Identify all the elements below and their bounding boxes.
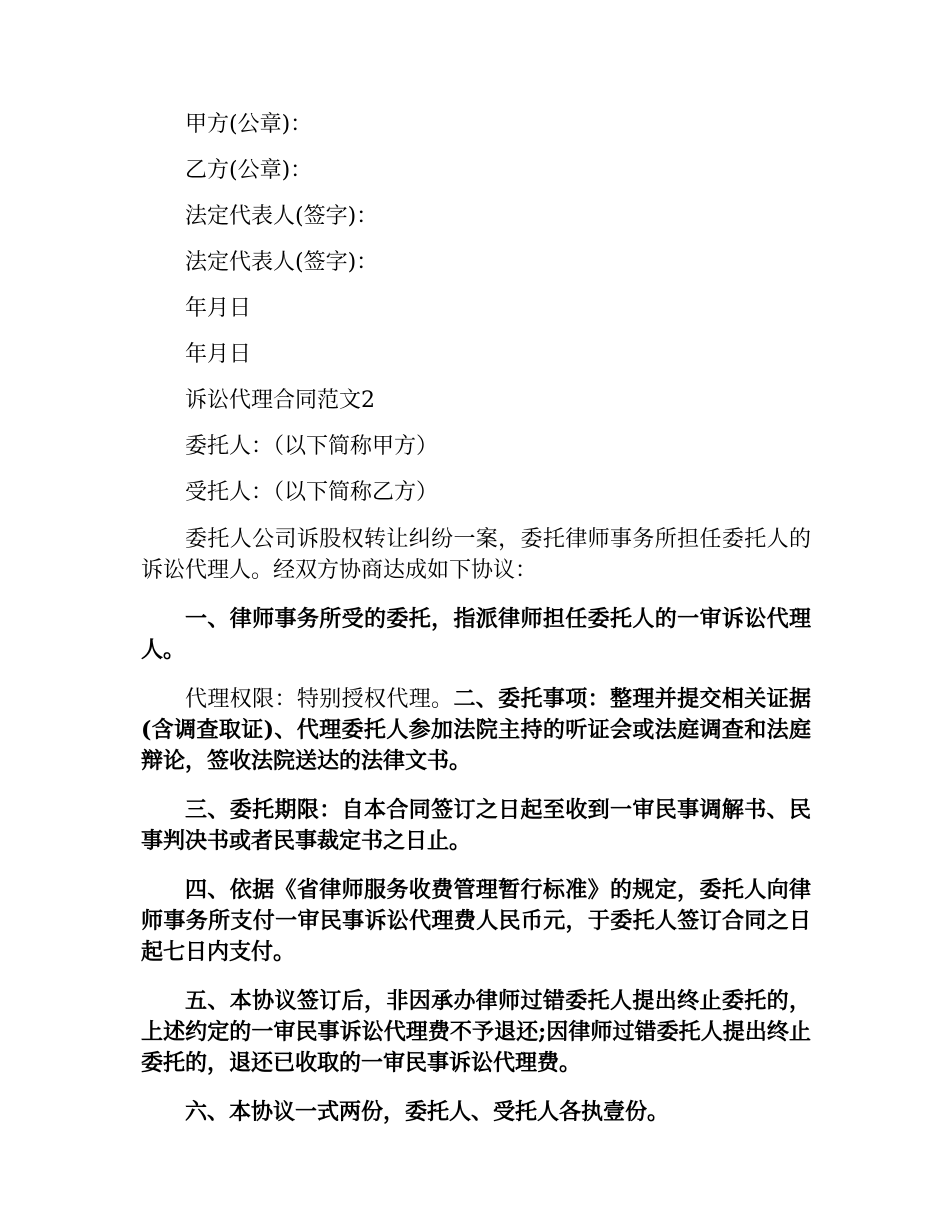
legal-rep-a-signature: 法定代表人(签字)： [185,204,379,229]
clause-5: 五、本协议签订后，非因承办律师过错委托人提出终止委托的，上述约定的一审民事诉讼代理费不予退还;因律师过错委托人提出终止委托的，退还已收取的一审民事诉讼代理费。 [141,988,811,1076]
date-b: 年月日 [185,342,252,367]
document-page [141,110,811,1146]
party-a-seal: 甲方(公章)： [185,112,313,137]
contract-title: 诉讼代理合同范文2 [185,388,375,413]
legal-rep-b-signature: 法定代表人(签字)： [185,250,379,275]
intro-paragraph: 委托人公司诉股权转让纠纷一案，委托律师事务所担任委托人的诉讼代理人。经双方协商达成如下协议： [141,527,811,583]
clause-6: 六、本协议一式两份，委托人、受托人各执壹份。 [185,1099,670,1125]
clause-2-paragraph [141,684,811,777]
principal-line: 委托人：（以下简称甲方） [185,434,439,459]
date-a: 年月日 [185,296,252,321]
agent-line: 受托人：（以下简称乙方） [185,480,439,505]
clause-4: 四、依据《省律师服务收费管理暂行标准》的规定，委托人向律师事务所支付一审民事诉讼代理费人民币元，于委托人签订合同之日起七日内支付。 [141,877,811,965]
clause-3: 三、委托期限：自本合同签订之日起至收到一审民事调解书、民事判决书或者民事裁定书之日止。 [141,797,811,854]
clause-1: 一、律师事务所受的委托，指派律师担任委托人的一审诉讼代理人。 [141,606,811,663]
clause-2: 二、委托事项：整理并提交相关证据(含调查取证)、代理委托人参加法院主持的听证会或法庭调查和法庭辩论，签收法院送达的法律文书。 [141,686,811,774]
authority-text: 代理权限：特别授权代理。 [185,687,454,712]
party-b-seal: 乙方(公章)： [185,158,313,183]
